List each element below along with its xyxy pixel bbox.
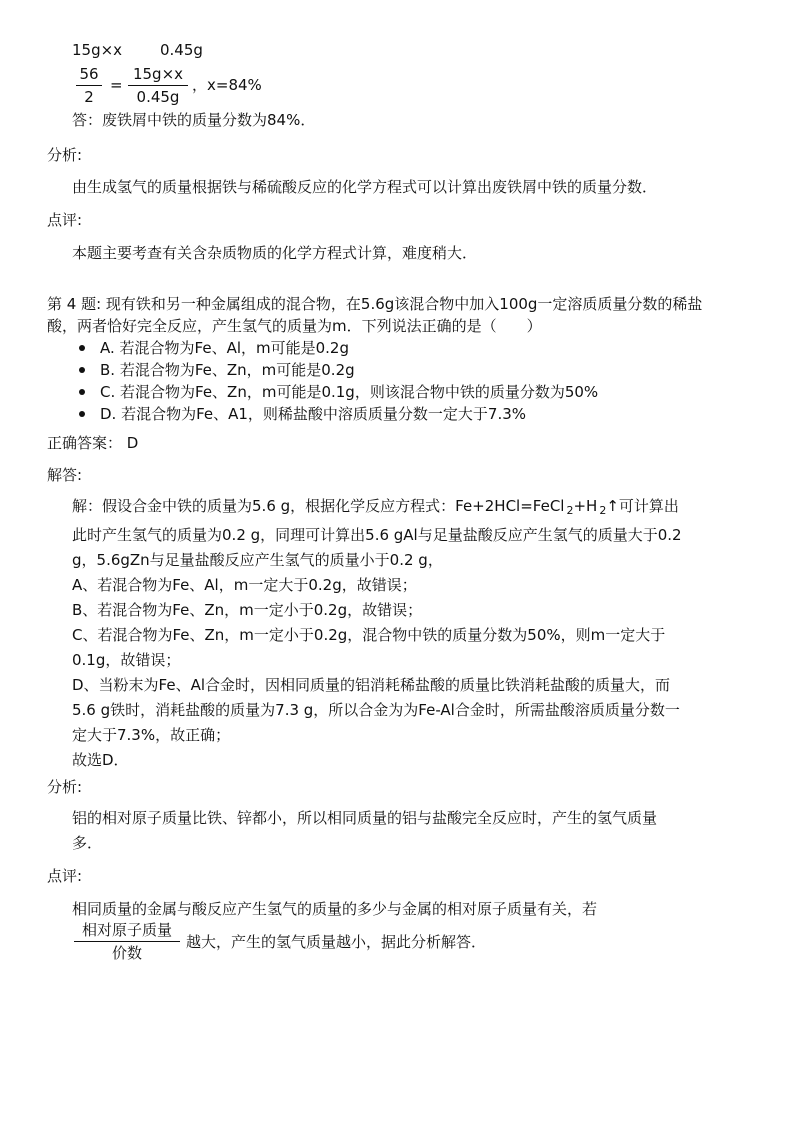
solution-line: D、当粉末为Fe、Al合金时，因相同质量的铝消耗稀盐酸的质量比铁消耗盐酸的质量大，而: [72, 676, 671, 694]
option-text: C. 若混合物为Fe、Zn，m可能是0.1g，则该混合物中铁的质量分数为50%: [100, 383, 599, 401]
q4-question-line-2: 酸，两者恰好完全反应，产生氢气的质量为m．下列说法正确的是（ ）: [47, 317, 542, 335]
equation-result: ，x=84%: [192, 76, 262, 94]
correct-answer: [47, 433, 138, 453]
fraction-denominator: 2: [84, 88, 94, 106]
fraction-numerator: 56: [79, 65, 99, 83]
subscript: 2: [599, 504, 607, 517]
option-text: D. 若混合物为Fe、A1，则稀盐酸中溶质质量分数一定大于7.3%: [100, 405, 527, 423]
q4-solution-label: 解答:: [47, 466, 83, 484]
fraction-numerator: 15g×x: [132, 65, 184, 83]
solution-line: g，5.6gZn与足量盐酸反应产生氢气的质量小于0.2 g，: [72, 551, 443, 569]
q4-comment-line-2: 越大，产生的氢气质量越小，据此分析解答．: [186, 933, 487, 951]
equals-sign: =: [110, 76, 123, 94]
q3-answer: 答：废铁屑中铁的质量分数为84%．: [72, 111, 316, 129]
given-mass-right: 0.45g: [160, 41, 203, 59]
solution-line: A、若混合物为Fe、Al，m一定大于0.2g，故错误；: [72, 576, 417, 594]
option-text: A. 若混合物为Fe、Al，m可能是0.2g: [100, 339, 349, 357]
q4-solution-body: [72, 494, 732, 773]
analysis-line: 多．: [72, 834, 103, 852]
option-c: [76, 381, 598, 403]
bullet-icon: [79, 411, 85, 417]
q4-analysis-label: 分析:: [47, 778, 83, 796]
q4-options-list: [76, 337, 598, 425]
ratio-fraction-right: [128, 64, 188, 107]
solution-line: 定大于7.3%，故正确；: [72, 726, 231, 744]
fraction-denominator: 价数: [111, 944, 142, 962]
option-text: B. 若混合物为Fe、Zn，m可能是0.2g: [100, 361, 355, 379]
option-d: [76, 403, 598, 425]
bullet-icon: [79, 389, 85, 395]
q3-analysis-text: 由生成氢气的质量根据铁与稀硫酸反应的化学方程式可以计算出废铁屑中铁的质量分数．: [72, 178, 658, 196]
option-b: [76, 359, 598, 381]
q4-comment-line-1: 相同质量的金属与酸反应产生氢气的质量的多少与金属的相对原子质量有关，若: [72, 900, 598, 918]
solution-line: C、若混合物为Fe、Zn，m一定小于0.2g，混合物中铁的质量分数为50%，则m一定大于: [72, 626, 666, 644]
q4-comment-label: 点评:: [47, 867, 83, 885]
fraction-numerator: 相对原子质量: [81, 921, 172, 939]
correct-answer-label: 正确答案：: [47, 434, 123, 452]
ratio-fraction-left: [76, 64, 102, 107]
q3-analysis-label: 分析:: [47, 146, 83, 164]
correct-answer-value: D: [126, 434, 139, 452]
fraction-denominator: 0.45g: [136, 88, 180, 106]
option-a: [76, 337, 598, 359]
solution-text: +H: [573, 497, 598, 515]
q3-comment-text: 本题主要考查有关含杂质物质的化学方程式计算，难度稍大．: [72, 244, 478, 262]
analysis-line: 铝的相对原子质量比铁、锌都小，所以相同质量的铝与盐酸完全反应时，产生的氢气质量: [72, 809, 658, 827]
solution-text: ↑可计算出: [606, 497, 679, 515]
atomic-mass-over-valence-fraction: [74, 920, 180, 963]
solution-first-line: [72, 494, 732, 523]
solution-line: 5.6 g铁时，消耗盐酸的质量为7.3 g，所以合金为为Fe-Al合金时，所需盐酸溶质质量分数一: [72, 701, 680, 719]
solution-line: B、若混合物为Fe、Zn，m一定小于0.2g，故错误；: [72, 601, 423, 619]
q4-analysis-body: [72, 806, 732, 856]
subscript: 2: [566, 504, 574, 517]
solution-line: 此时产生氢气的质量为0.2 g，同理可计算出5.6 gAl与足量盐酸反应产生氢气的质量大于0.2: [72, 526, 682, 544]
q3-comment-label: 点评:: [47, 211, 83, 229]
solution-text: 解：假设合金中铁的质量为5.6 g，根据化学反应方程式：Fe+2HCl=FeCl: [72, 497, 565, 515]
given-mass-left: 15g×x: [72, 41, 123, 59]
bullet-icon: [79, 345, 85, 351]
solution-line: 故选D．: [72, 751, 129, 769]
solution-line: 0.1g，故错误；: [72, 651, 181, 669]
q4-question-line-1: 第 4 题: 现有铁和另一种金属组成的混合物，在5.6g该混合物中加入100g一定溶质质量分数的稀盐: [47, 295, 703, 313]
bullet-icon: [79, 367, 85, 373]
